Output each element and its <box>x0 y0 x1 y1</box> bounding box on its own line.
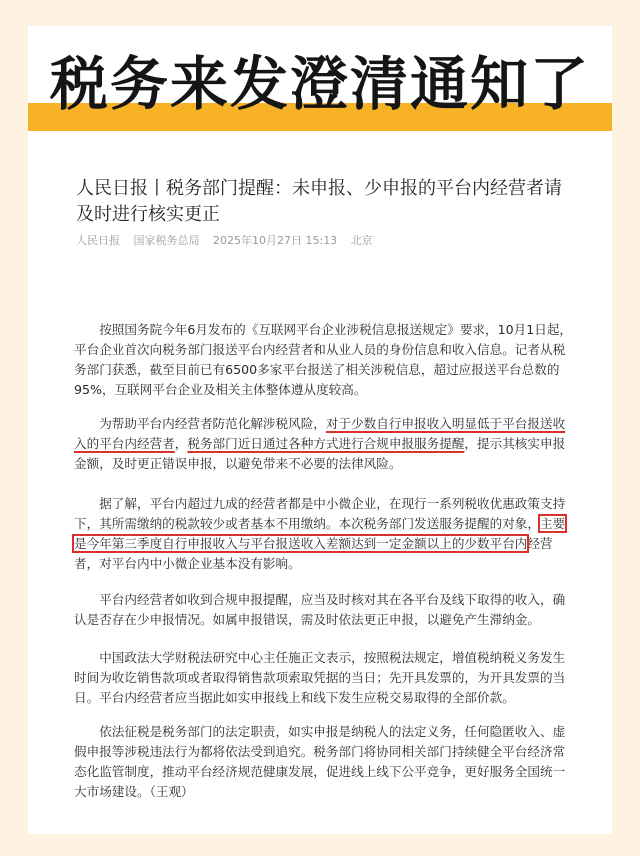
p2-underlined-1: 对于少数自行申报收入明显低于平台报送收入的平台内经营者 <box>74 416 566 451</box>
banner-title: 税务来发澄清通知了 <box>49 50 590 118</box>
p2-text: ， <box>174 436 188 451</box>
paragraph-3 <box>74 494 576 574</box>
paragraph-2 <box>74 414 576 474</box>
meta-source: 人民日报 <box>76 234 120 247</box>
p2-underlined-2: 税务部门近日通过各种方式进行合规申报服务提醒 <box>187 436 465 451</box>
paragraph-4: 平台内经营者如收到合规申报提醒，应当及时核对其在各平台及线下取得的收入，确认是否存在少申报情况。如属申报错误，需及时依法更正申报，以避免产生滞纳金。 <box>74 592 566 627</box>
paragraph-1: 按照国务院今年6月发布的《互联网平台企业涉税信息报送规定》要求，10月1日起，平台企业首次向税务部门报送平台内经营者和从业人员的身份信息和收入信息。记者从税务部门获悉，截至目前已有6500多家平台报送了相关涉税信息，超过应报送平台总数的95%，互联网平台企业及相关主体整体遵从度较高。 <box>74 322 573 397</box>
p2-text: 为帮助平台内经营者防范化解涉税风险， <box>99 416 326 431</box>
p3-text: 据了解，平台内超过九成的经营者都是中小微企业，在现行一系列税收优惠政策支持下，其所需缴纳的税款较少或者基本不用缴纳。本次税务部门发送服务提醒的对象， <box>74 496 566 531</box>
article-headline: 人民日报丨税务部门提醒：未申报、少申报的平台内经营者请及时进行核实更正 <box>76 178 562 225</box>
meta-agency: 国家税务总局 <box>133 234 200 247</box>
meta-date: 2025年10月27日 15:13 <box>213 234 338 247</box>
p2-text: ，提示其核实申报金额，及时更正错误申报，以避免带来不必要的法律风险。 <box>74 436 566 471</box>
p3-boxed: 主要是今年第三季度自行申报收入与平台报送收入差额达到一定金额以上的少数平台内 <box>74 516 566 551</box>
p3-text: 经营者，对平台内中小微企业基本没有影响。 <box>74 536 553 571</box>
article-meta <box>76 232 576 248</box>
paragraph-6: 依法征税是税务部门的法定职责，如实申报是纳税人的法定义务，任何隐匿收入、虚假申报等涉税违法行为都将依法受到追究。税务部门将协同相关部门持续健全平台经济常态化监管制度，推动平台经济规范健康发展，促进线上线下公平竞争，更好服务全国统一大市场建设。（王观） <box>74 724 566 799</box>
paragraph-5: 中国政法大学财税法研究中心主任施正文表示，按照税法规定，增值税纳税义务发生时间为收讫销售款项或者取得销售款项索取凭据的当日；先开具发票的，为开具发票的当日。平台内经营者应当据此如实申报线上和线下发生应税交易取得的全部价款。 <box>74 650 566 705</box>
meta-location: 北京 <box>350 234 373 247</box>
